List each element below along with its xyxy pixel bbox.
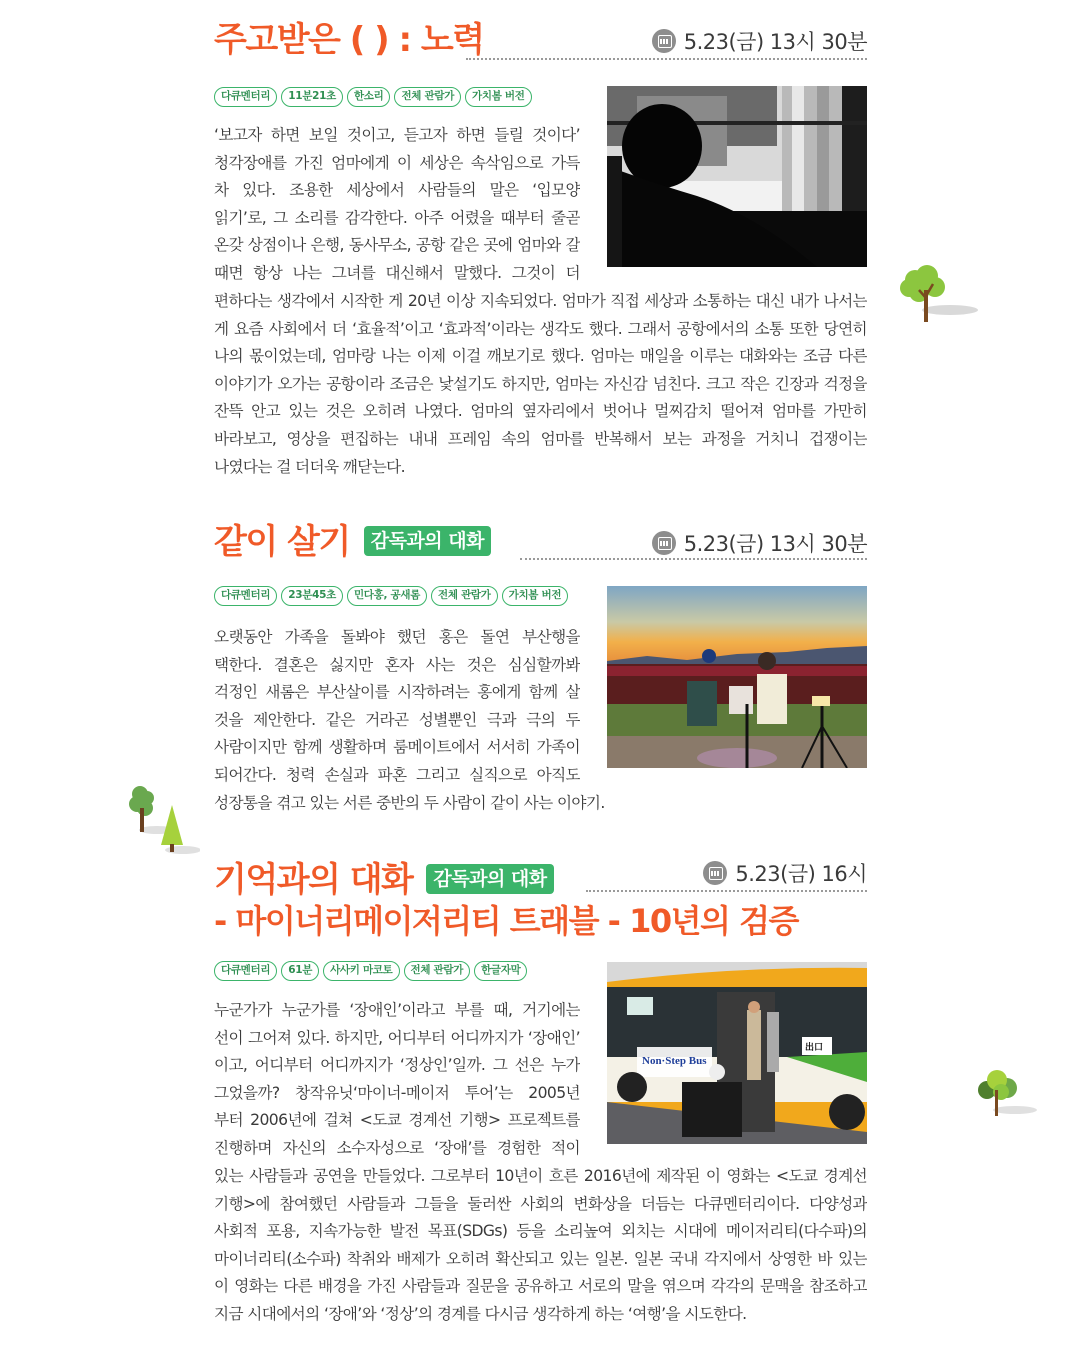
tag-genre: 다큐멘터리 <box>214 961 277 981</box>
tree-icon <box>125 780 200 855</box>
calendar-icon <box>652 29 676 53</box>
film-section-1 <box>214 18 867 488</box>
film-title: 같이 살기 감독과의 대화 <box>214 520 491 564</box>
director-talk-badge: 감독과의 대화 <box>364 526 491 556</box>
tag-version: 가치봄 버전 <box>502 586 569 606</box>
tag-director: 민다홍, 공새롬 <box>347 586 427 606</box>
date-text: 5.23(금) 16시 <box>735 862 867 886</box>
tag-rating: 전체 관람가 <box>394 87 461 107</box>
tag-list <box>214 961 527 981</box>
tag-genre: 다큐멘터리 <box>214 586 277 606</box>
still-sunset-image <box>607 586 867 768</box>
synopsis-continued: 편하다는 생각에서 시작한 게 20년 이상 지속되었다. 엄마가 직접 세상과 소통하는 대신 내가 나서는 게 요즘 사회에서 더 ‘효율적’이고 ‘효과적’이라는 생각도 했다. 그래서 공항에서의 소통 또한 당연히 나의 몫이었는데, 엄마랑 나는 이제 이걸 깨보기로 했다. 엄마는 매일을 이루는 대화와는 조금 다른 이야기가 오가는 공항이라 조금은 낯설기도 하지만, 엄마는 자신감 넘친다. 크고 작은 긴장과 걱정을 잔뜩 안고 있는 것은 오히려 나였다. 엄마의 옆자리에서 벗어나 멀찌감치 떨어져 엄마를 가만히 바라보고, 영상을 편집하는 내내 프레임 속의 엄마를 반복해서 보는 과정을 거치니 겁쟁이는 나였다는 걸 더더욱 깨닫는다. <box>214 292 867 476</box>
tag-rating: 전체 관람가 <box>404 961 471 981</box>
date-text: 5.23(금) 13시 30분 <box>683 532 867 556</box>
synopsis: 누군가가 누군가를 ‘장애인’이라고 부를 때, 거기에는 선이 그어져 있다. 하지만, 어디부터 어디까지가 ‘장애인’ 이고, 어디부터 어디까지가 ‘정상인’일까. 그 선은 누가 그었을까? 창작유닛‘마이너-메이저 투어’는 2005년 부터 2006년에 걸쳐 <도쿄 경계선 기행> 프로젝트를 진행하며 자신의 소수자성으로 ‘장애’를 경험한 적이 <box>214 1001 580 1157</box>
calendar-icon <box>652 531 676 555</box>
director-talk-badge: 감독과의 대화 <box>426 864 553 894</box>
tag-genre: 다큐멘터리 <box>214 87 277 107</box>
tag-subtitle: 한글자막 <box>474 961 527 981</box>
tree-icon <box>895 262 980 324</box>
title-divider <box>586 890 867 892</box>
screening-date <box>703 858 867 888</box>
still-bus-image <box>607 962 867 1144</box>
tag-list <box>214 586 568 606</box>
tag-runtime: 11분21초 <box>281 87 343 107</box>
tag-version: 가치봄 버전 <box>465 87 532 107</box>
film-section-2 <box>214 520 867 820</box>
screening-date <box>652 26 867 56</box>
tag-director: 사사키 마코토 <box>323 961 399 981</box>
film-still <box>607 86 867 267</box>
title-divider <box>520 558 867 560</box>
tree-icon <box>975 1068 1040 1120</box>
screening-date <box>652 528 867 558</box>
tag-runtime: 23분45초 <box>281 586 343 606</box>
tag-runtime: 61분 <box>281 961 319 981</box>
film-subtitle: - 마이너리메이저리티 트래블 - 10년의 검증 <box>214 902 798 940</box>
title-divider <box>466 58 867 60</box>
tag-director: 한소리 <box>347 87 391 107</box>
svg-text:出口: 出口 <box>805 1043 824 1053</box>
synopsis-continued: 있는 사람들과 공연을 만들었다. 그로부터 10년이 흐른 2016년에 제작된 이 영화는 <도쿄 경계선 기행>에 참여했던 사람들과 그들을 둘러싼 사회의 변화상을 더듬는 다큐멘터리이다. 다양성과 사회적 포용, 지속가능한 발전 목표(SDGs) 등을 소리높여 외치는 시대에 메이저리티(다수파)의 마이너리티(소수파) 착취와 배제가 오히려 확산되고 있는 일본. 일본 국내 각지에서 상영한 바 있는 이 영화는 다른 배경을 가진 사람들과 질문을 공유하고 서로의 말을 엮으며 각각의 문맥을 참조하고 지금 시대에서의 ‘장애’와 ‘정상’의 경계를 다시금 생각하게 하는 ‘여행’을 시도한다. <box>214 1167 867 1323</box>
film-section-3 <box>214 858 867 1338</box>
film-title: 기억과의 대화 감독과의 대화 <box>214 858 554 902</box>
film-still <box>607 586 867 768</box>
film-title: 주고받은 ( ) : 노력 <box>214 20 484 60</box>
synopsis: 오랫동안 가족을 돌봐야 했던 홍은 돌연 부산행을 택한다. 결혼은 싫지만 혼자 사는 것은 심심할까봐 걱정인 새롬은 부산살이를 시작하려는 홍에게 함께 살 것을 제안한다. 같은 거라곤 성별뿐인 극과 극의 두 사람이지만 함께 생활하며 룸메이트에서 서서히 가족이 되어간다. 청력 손실과 파혼 그리고 실직으로 아직도 <box>214 628 580 784</box>
synopsis: ‘보고자 하면 보일 것이고, 듣고자 하면 들릴 것이다’ 청각장애를 가진 엄마에게 이 세상은 속삭임으로 가득 차 있다. 조용한 세상에서 사람들의 말은 ‘입모양 읽기’로, 그 소리를 감각한다. 아주 어렸을 때부터 줄곧 온갖 상점이나 은행, 동사무소, 공항 같은 곳에 엄마와 갈 때면 항상 나는 그녀를 대신해서 말했다. 그것이 더 <box>214 126 580 282</box>
svg-text:Non·Step Bus: Non·Step Bus <box>642 1055 707 1067</box>
calendar-icon <box>703 861 727 885</box>
still-bus-window-image <box>607 86 867 267</box>
date-text: 5.23(금) 13시 30분 <box>683 30 867 54</box>
synopsis-continued: 성장통을 겪고 있는 서른 중반의 두 사람이 같이 사는 이야기. <box>214 794 605 812</box>
film-still <box>607 962 867 1144</box>
tag-list <box>214 87 532 107</box>
tag-rating: 전체 관람가 <box>431 586 498 606</box>
